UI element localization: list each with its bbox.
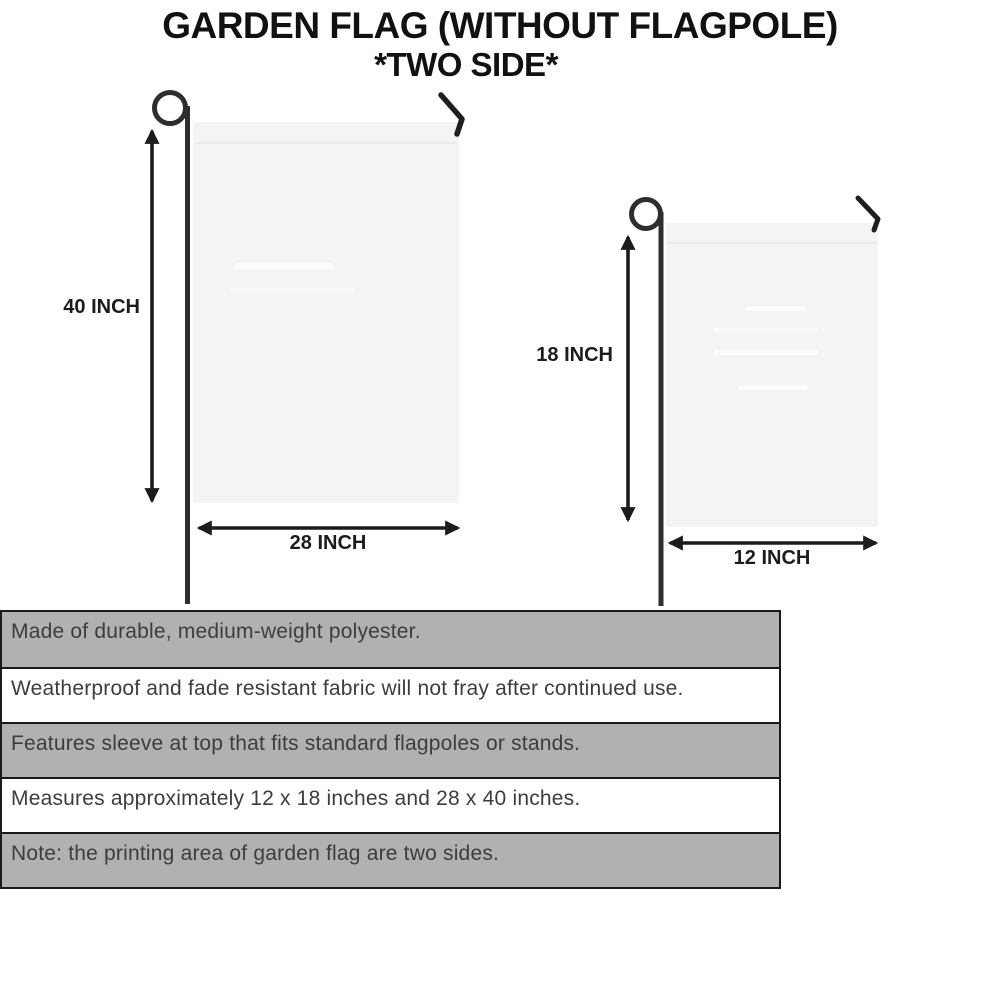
fabric-wrinkle [713, 328, 818, 333]
small-flag-graphic [628, 198, 878, 606]
spec-row-weatherproof: Weatherproof and fade resistant fabric will not fray after continued use. [2, 667, 779, 722]
spec-row-material: Made of durable, medium-weight polyester. [2, 612, 779, 667]
page-title-line2: *TWO SIDE* [374, 46, 558, 83]
small-flagpole-loop-icon [632, 200, 661, 229]
large-flag-height-label: 40 INCH [63, 296, 140, 318]
small-flag-fabric [666, 223, 878, 527]
large-flag-fabric [193, 122, 459, 503]
fabric-wrinkle [713, 350, 818, 355]
product-spec-table [0, 610, 781, 889]
small-flag-width-label: 12 INCH [733, 547, 811, 569]
large-flag-graphic [152, 93, 462, 605]
spec-row-sleeve: Features sleeve at top that fits standard flagpoles or stands. [2, 722, 779, 777]
fabric-wrinkle [230, 288, 355, 293]
spec-row-measurements: Measures approximately 12 x 18 inches and 28 x 40 inches. [2, 777, 779, 832]
spec-row-note: Note: the printing area of garden flag are two sides. [2, 832, 779, 887]
small-flag-height-label: 18 INCH [536, 344, 613, 366]
fabric-wrinkle [738, 385, 808, 390]
large-flagpole-loop-icon [155, 93, 186, 124]
page-title-line1: GARDEN FLAG (WITHOUT FLAGPOLE) [162, 5, 838, 46]
large-flag-width-label: 28 INCH [289, 532, 367, 554]
fabric-wrinkle [235, 263, 333, 269]
fabric-wrinkle [745, 306, 805, 311]
